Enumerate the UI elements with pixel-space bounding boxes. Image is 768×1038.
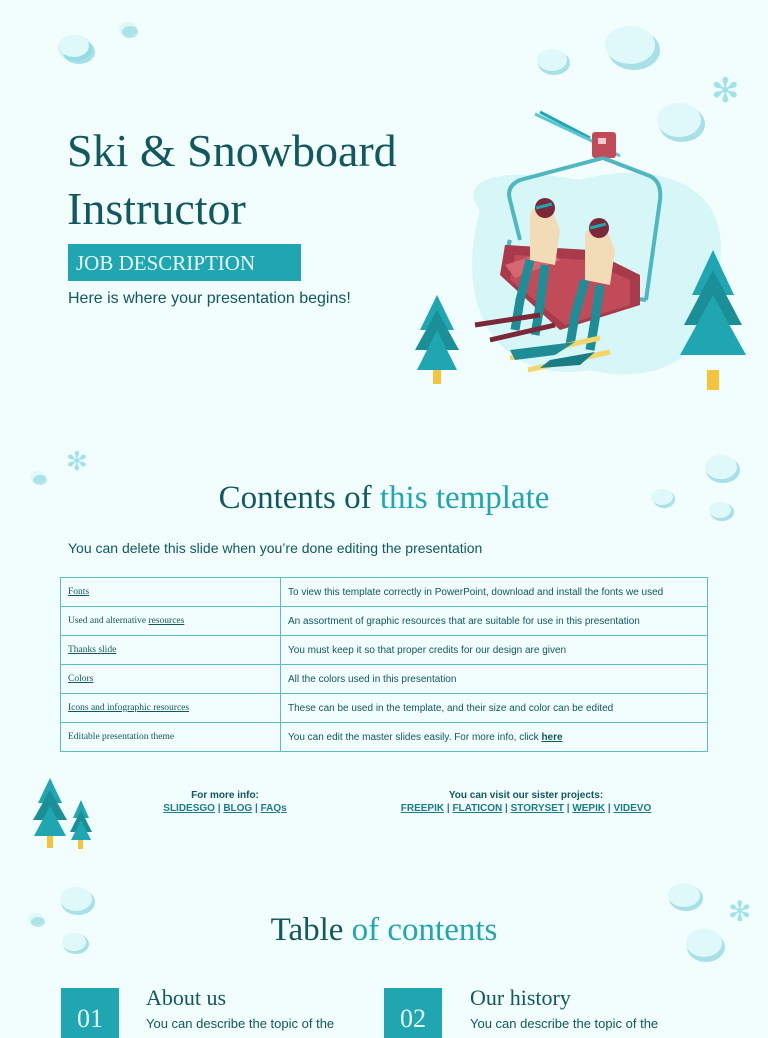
toc-heading-main-text: Table (270, 912, 352, 948)
row-desc (281, 723, 708, 752)
slide-title (67, 122, 447, 238)
freepik-link[interactable]: FREEPIK (400, 803, 445, 814)
row-desc: You must keep it so that proper credits for our design are given (281, 636, 708, 665)
sister-projects-links: FREEPIK | FLATICON | STORYSET | WEPIK | VIDEVO (400, 803, 652, 814)
row-desc: An assortment of graphic resources that are suitable for use in this presentation (281, 607, 708, 636)
title-line-2: Instructor (67, 183, 246, 234)
snowflake-icon: ✻ (728, 896, 752, 927)
videvo-link[interactable]: VIDEVO (613, 803, 652, 814)
snowflake-icon: ✻ (66, 446, 88, 476)
row-desc-text: You can edit the master slides easily. For more info, click (288, 731, 542, 743)
toc-number-badge: 02 (384, 988, 442, 1038)
more-info-links: SLIDESGO | BLOG | FAQs (163, 803, 287, 814)
slidesgo-link[interactable]: SLIDESGO (163, 803, 215, 814)
more-info-heading: For more info: (191, 790, 259, 801)
table-row (61, 665, 708, 694)
heading-accent-text: this template (379, 480, 550, 516)
contents-heading (0, 480, 768, 517)
here-link[interactable]: here (541, 731, 563, 743)
row-name (61, 607, 281, 636)
row-name[interactable] (61, 636, 281, 665)
toc-item-desc: You can describe the topic of the (470, 1016, 659, 1031)
row-name[interactable] (61, 665, 281, 694)
pine-tree-icon (30, 778, 96, 852)
row-name[interactable] (61, 694, 281, 723)
table-row (61, 607, 708, 636)
toc-number-badge: 01 (61, 988, 119, 1038)
snow-cloud-icon (55, 28, 97, 66)
title-line-1: Ski & Snowboard (67, 125, 397, 176)
colors-link[interactable]: Colors (68, 674, 94, 684)
table-row (61, 694, 708, 723)
thanks-slide-link[interactable]: Thanks slide (68, 645, 117, 655)
heading-main-text: Contents of (218, 480, 380, 516)
table-row (61, 578, 708, 607)
toc-heading (0, 912, 768, 949)
tagline: Here is where your presentation begins! (68, 290, 351, 307)
resources-link[interactable]: resources (148, 616, 185, 626)
toc-item-desc: You can describe the topic of the (146, 1016, 335, 1031)
blog-link[interactable]: BLOG (223, 803, 253, 814)
snow-cloud-icon (663, 876, 707, 916)
table-row (61, 636, 708, 665)
row-desc: All the colors used in this presentation (281, 665, 708, 694)
icons-resources-link[interactable]: Icons and infographic resources (68, 703, 190, 713)
toc-item-title: About us (146, 985, 227, 1010)
snow-cloud-icon (116, 18, 140, 40)
toc-item-title: Our history (470, 985, 571, 1010)
contents-note: You can delete this slide when you’re done editing the presentation (68, 540, 483, 556)
more-info-block (145, 789, 305, 815)
row-name[interactable] (61, 578, 281, 607)
wepik-link[interactable]: WEPIK (572, 803, 606, 814)
toc-heading-accent-text: of contents (351, 912, 498, 948)
snow-cloud-icon (600, 18, 666, 78)
row-name-prefix: Used and alternative (68, 616, 149, 626)
subtitle-badge: JOB DESCRIPTION (68, 244, 301, 281)
sister-projects-block (380, 789, 672, 815)
storyset-link[interactable]: STORYSET (510, 803, 564, 814)
faqs-link[interactable]: FAQs (260, 803, 287, 814)
flaticon-link[interactable]: FLATICON (452, 803, 503, 814)
row-name: Editable presentation theme (61, 723, 281, 752)
row-desc: To view this template correctly in PowerPoint, download and install the fonts we used (281, 578, 708, 607)
sister-projects-heading: You can visit our sister projects: (448, 790, 604, 801)
snow-cloud-icon (533, 42, 575, 80)
fonts-link[interactable]: Fonts (68, 587, 90, 597)
snow-cloud-icon (652, 96, 710, 148)
table-row (61, 723, 708, 752)
resources-table (60, 577, 708, 752)
snowflake-icon: ✻ (711, 72, 740, 110)
row-desc: These can be used in the template, and their size and color can be edited (281, 694, 708, 723)
